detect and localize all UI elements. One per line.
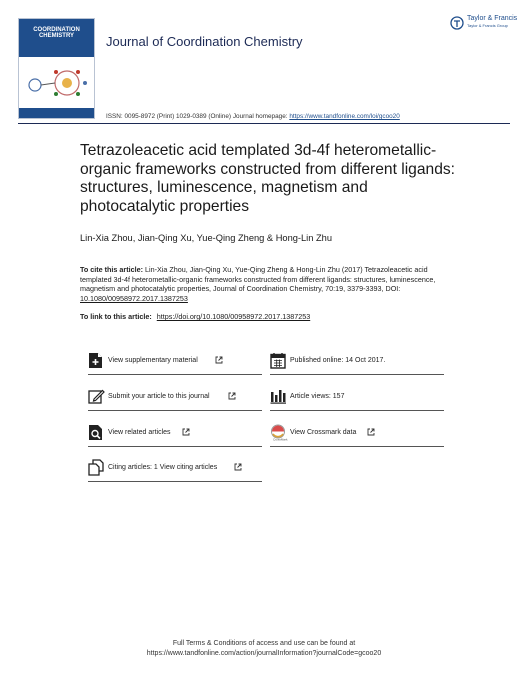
edit-pencil-icon [88,388,104,405]
citing-articles-link[interactable] [88,459,262,482]
related-articles-label: View related articles [108,429,171,436]
published-online-label: Published online: 14 Oct 2017. [290,357,386,364]
publisher-name: Taylor & Francis [467,15,518,22]
bar-chart-icon [270,388,286,405]
article-link-line [80,312,310,321]
article-views-info [270,388,444,411]
article-authors: Lin-Xia Zhou, Jian-Qing Xu, Yue-Qing Zheng & Hong-Lin Zhu [80,233,333,243]
supplementary-label: View supplementary material [108,357,198,364]
view-related-articles-link[interactable] [88,424,262,447]
issn-text: ISSN: 0095-8972 (Print) 1029-0389 (Online) Journal homepage: [106,113,288,120]
page-footer [0,639,528,659]
cover-footer-band [19,108,94,118]
footer-terms-text: Full Terms & Conditions of access and use can be found at [172,640,356,647]
svg-text:CrossMark: CrossMark [273,437,288,442]
external-link-icon [234,463,242,471]
cover-title-line1: COORDINATION [33,27,80,33]
cover-molecule-art [23,63,92,107]
view-supplementary-link[interactable] [88,352,262,375]
cite-text: Lin-Xia Zhou, Jian-Qing Xu, Yue-Qing Zheng & Hong-Lin Zhu (2017) Tetrazoleacetic acid templated 3d-4f heterometallic-organic frameworks constructed from different ligands: structures, luminescence, magnetism and photocatalytic properties, Journal of Coordination Chemistry, 70:19, 3379-3393, DOI: [80,265,436,293]
external-link-icon [367,428,375,436]
citing-documents-icon [88,459,104,476]
publisher-logo-icon [450,16,464,30]
issn-line [106,113,400,120]
published-online-info [270,352,444,375]
publisher-tagline: Taylor & Francis Group [467,23,508,28]
document-search-icon [88,424,104,441]
taylor-francis-logo [450,14,516,34]
crossmark-label: View Crossmark data [290,429,357,436]
view-crossmark-link[interactable] [270,424,444,447]
calendar-icon [270,352,286,369]
journal-title[interactable]: Journal of Coordination Chemistry [106,34,303,49]
citation-block [80,265,445,303]
citing-articles-label: Citing articles: 1 View citing articles [108,464,218,471]
submit-label: Submit your article to this journal [108,393,210,400]
cover-title-line2: CHEMISTRY [38,33,75,39]
document-plus-icon [88,352,104,369]
header-divider [18,123,510,124]
article-doi-url-link[interactable]: https://doi.org/10.1080/00958972.2017.1387253 [156,312,311,321]
submit-article-link[interactable] [88,388,262,411]
link-label: To link to this article: [80,312,152,321]
article-views-label: Article views: 157 [290,393,345,400]
cover-title [21,27,92,39]
doi-link[interactable]: 10.1080/00958972.2017.1387253 [80,293,188,303]
journal-cover-thumbnail [18,18,95,119]
journal-homepage-link[interactable]: https://www.tandfonline.com/loi/gcoo20 [289,113,400,120]
external-link-icon [228,392,236,400]
footer-terms-url[interactable]: https://www.tandfonline.com/action/journalInformation?journalCode=gcoo20 [146,650,382,657]
cite-label: To cite this article: [80,265,143,274]
external-link-icon [215,356,223,364]
crossmark-icon [270,424,286,441]
external-link-icon [182,428,190,436]
article-title: Tetrazoleacetic acid templated 3d-4f heterometallic-organic frameworks constructed from different ligands: structures, luminescence, magnetism and photocatalytic properties [80,142,455,216]
